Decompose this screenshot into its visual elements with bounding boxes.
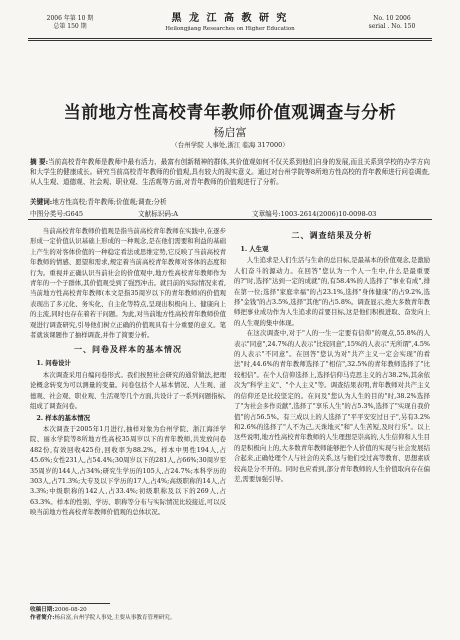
received-date: 2006-08-20 — [54, 607, 87, 613]
body-paragraph: 本次调查采用自编问卷形式。我们按照社会研究的通常做法,把理论概念转变为可以测量的变量。问卷包括个人基本情况、人生观、道德观、社会观、职业观、生活观等几个方面,共设计了一系列问题指标,组成了调查问卷。 — [30, 370, 226, 411]
header-rule — [28, 38, 432, 39]
journal-title-en: Heilongjiang Researches on Higher Education — [165, 26, 295, 32]
header-rule-thin — [28, 40, 432, 41]
footnote-rule — [30, 603, 110, 604]
abstract-text: 当前高校青年教师是教师中最有活力、最富有创新精神的群体,其价值观如何不仅关系到他们自身的发展,而且关系到学校的办学方向和大学生的健康成长。研究当前高校青年教师的价值观,具有较大的现实意义。通过对台州学院等8所地方性高校的青年教师进行问卷调查,从人生观、道德观、社会观、职业观、生活观等方面,对青年教师的价值观进行了分析。 — [30, 158, 430, 187]
abstract-label: 摘 要: — [30, 158, 49, 166]
abstract-rule — [28, 219, 432, 220]
keywords-label: 关键词: — [30, 198, 53, 206]
body-paragraph: 在这次调查中,对于"人的一生一定要有信仰"的观点,55.8%的人表示"同意",24.7%的人表示"比较同意",15%的人表示"无所谓",4.5%的人表示"不同意"。在回答"您认为对"共产主义一定会实现"的看法"时,44.6%的青年教师选择了"相信",32.5%的青年教师选择了"比较相信"。在个人信仰选择上,选择信仰马克思主义的占38.2%,其余依次为"科学主义"、"个人主义"等。调查结果表明,青年教师对共产主义的信仰还是比较坚定的。在问及"您认为人生的目的"时,38.2%选择了"为社会多作贡献",选择了"享乐人生"的占5.3%,选择了"实现自我价值"的占56.5%。有三成以上的人选择了"平平安安过日子",另有3.2%和2.6%的选择了"人不为己,天诛地灭"和"人生苦短,及时行乐"。以上这些说明,地方性高校青年教师的人生理想是崇高的,人生信仰和人生目的是积极向上的,大多数青年教师能够把个人价值的实现与社会发展结合起来,正确处理个人与社会的关系,这与他们受过高等教育、思想素质较高是分不开的。同时也应看到,部分青年教师的人生价值取向存在偏差,需要加强引导。 — [234, 329, 430, 483]
keywords-text: 地方性高校;青年教师;价值观;调查;分析 — [52, 198, 167, 206]
author-bio: 杨启富,台州学院人事处,主要从事教育管理研究。 — [54, 615, 176, 621]
issue-info-right: No. 10 2006 serial . No. 150 — [368, 15, 416, 30]
left-column — [30, 226, 226, 518]
right-column — [234, 226, 430, 484]
keywords — [30, 196, 430, 206]
article-author: 杨启富 — [213, 126, 247, 139]
body-paragraph: 本次调查于2005年1月进行,抽样对象为台州学院、浙江海洋学院、丽水学院等8所地方性高校35周岁以下的青年教师,共发放问卷482份,有效回收425份,回收率为88.2%。样本中男性194人,占45.6%;女性231人,占54.4%;30周岁以下的281人,占66%;30周岁至35周岁的144人,占34%;研究生学历的105人,占24.7%;本科学历的303人,占71.3%;大专及以下学历的17人,占4%;高级职称的14人,占3.3%;中级职称的142人,占33.4%;初级职称及以下的269人,占63.3%。样本的性别、学历、职称等分布与实际情况比较接近,可以反映当前地方性高校青年教师价值观的总体状况。 — [30, 424, 226, 517]
article-title: 当前地方性高校青年教师价值观调查与分析 — [63, 103, 397, 123]
footnote: 收稿日期:2006-08-20 作者简介:杨启富,台州学院人事处,主要从事教育管理研究。 — [30, 607, 176, 621]
section-heading-1: 一、问卷及样本的基本情况 — [74, 344, 182, 355]
subsection-heading: 1. 问卷设计 — [36, 359, 71, 368]
journal-title-cn: 黑 龙 江 高 教 研 究 — [171, 13, 289, 24]
journal-name — [150, 13, 310, 33]
abstract — [30, 157, 430, 188]
issue-info-left: 2006 年第 10 期 总第 150 期 — [46, 15, 94, 30]
section-heading-2: 二、调查结果及分析 — [291, 230, 373, 240]
author-affiliation: （台州学院 人事处,浙江 临海 317000） — [171, 141, 289, 149]
intro-paragraph: 当前高校青年教师价值观是指当前高校青年教师在实践中,在逐步形成一定价值认识基础上形成的一种观念,是在他们需要和利益的基础上产生的对客体价值的一种稳定看法或思维定势,它反映了当前高校青年教师的情感、愿望和需求,规定着当前高校青年教师对客体的态度和行为。重视并正确认识当前社会的价值观中,地方性高校青年教师作为青年的一个子群体,其价值观受到了强烈冲击。就目前的实际情况来看,当前地方性高校青年教师(本文是指35周岁以下的青年教师)的价值观表现出了多元化、务实化、自主化等特点,呈现出积极向上、健康向上的主流,同时也存在着若干问题。为此,对当前地方性高校青年教师价值观进行调查研究,引导他们树立正确的价值观具有十分重要的意义。笔者就该课题作了抽样调查,并作了简要分析。 — [30, 227, 226, 340]
subsection-heading: 1. 人生观 — [240, 245, 269, 253]
clc-number: 中图分类号:G645 — [30, 210, 84, 218]
subsection-heading: 2. 样本的基本情况 — [36, 413, 91, 422]
article-number: 文章编号:1003-2614(2006)10-0098-03 — [252, 210, 377, 218]
journal-header — [0, 13, 460, 39]
document-code: 文献标识码:A — [138, 210, 178, 218]
body-paragraph: 人生追求是人们生活与生命的总目标,是最基本的价值观念,是激励人们奋斗的源动力。在回答"您认为一个人一生中,什么是最重要的?"时,选择"达到一定的成就"的,有58.4%的人选择了"事业有成",排在第一位;选择"家庭幸福"的占23.1%,选择"身体健康"的占9.2%,选择"金钱"的占3.5%,选择"其他"的占5.8%。调查显示,绝大多数青年教师把事业成功作为人生追求的首要目标,这是他们积极进取、奋发向上的人生观的集中体现。 — [234, 256, 430, 327]
